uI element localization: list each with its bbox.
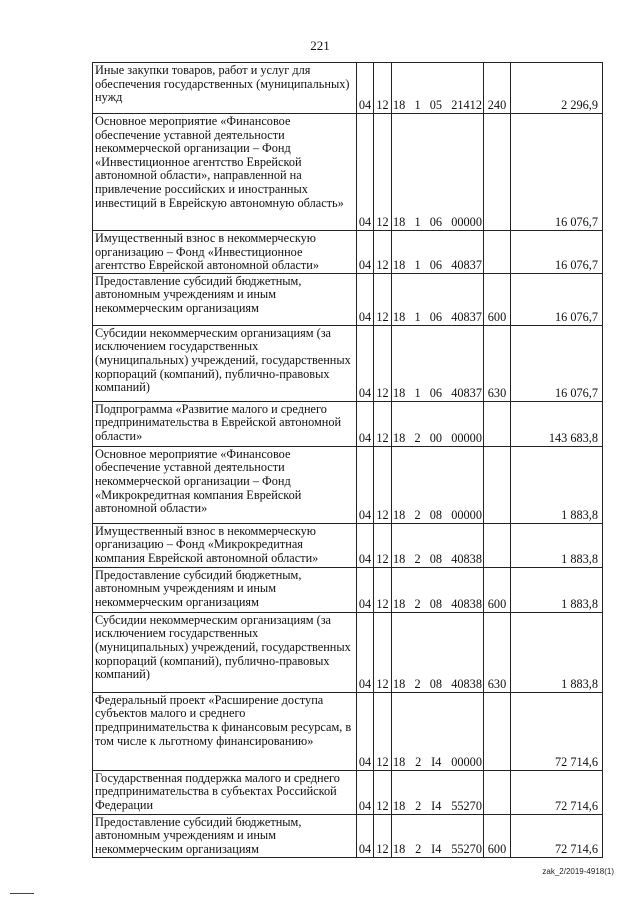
target-code-part: 18	[393, 310, 406, 325]
amount-cell: 143 683,8	[511, 401, 603, 446]
table-row	[93, 523, 603, 567]
target-code-part: 1	[414, 310, 421, 325]
section-code-cell: 12	[374, 401, 392, 446]
target-code-cell	[392, 523, 484, 567]
target-code-part: 40837	[451, 310, 482, 325]
target-code-part: 2	[414, 508, 421, 523]
amount-cell: 2 296,9	[511, 63, 603, 114]
target-code-parts	[393, 678, 482, 692]
table-row	[93, 567, 603, 612]
target-code-cell	[392, 231, 484, 274]
target-code-part: 18	[393, 431, 406, 446]
target-code-part: 18	[393, 597, 406, 612]
target-code-part: 1	[414, 215, 421, 230]
ministry-code-cell: 04	[357, 692, 374, 770]
row-name-cell: Федеральный проект «Расширение доступа субъектов малого и среднего предпринимательства к финансовым ресурсам, в том числе к льготному финансированию»	[93, 692, 357, 770]
section-code-cell: 12	[374, 523, 392, 567]
row-name-cell: Основное мероприятие «Финансовое обеспечение уставной деятельности некоммерческой организации – Фонд «Инвестиционное агентство Еврейской автономной области», направленной на привлечение российских и иностранных инвестиций в Еврейскую автономную область»	[93, 114, 357, 231]
page-number: 221	[310, 38, 330, 53]
row-name-cell: Предоставление субсидий бюджетным, автономным учреждениям и иным некоммерческим организациям	[93, 814, 357, 857]
expense-type-cell: 600	[484, 273, 511, 325]
expense-type-cell	[484, 770, 511, 814]
target-code-parts	[393, 387, 482, 401]
target-code-part: 40837	[451, 386, 482, 401]
target-code-part: 55270	[451, 799, 482, 814]
table-row	[93, 325, 603, 401]
target-code-part: 1	[414, 386, 421, 401]
target-code-cell	[392, 63, 484, 114]
section-code-cell: 12	[374, 231, 392, 274]
target-code-part: I4	[431, 841, 442, 856]
expense-type-cell: 630	[484, 325, 511, 401]
amount-cell: 1 883,8	[511, 567, 603, 612]
target-code-part: 18	[393, 799, 406, 814]
expense-type-cell: 600	[484, 814, 511, 857]
section-code-cell: 12	[374, 770, 392, 814]
target-code-part: 06	[429, 258, 443, 273]
row-name-cell: Субсидии некоммерческим организациям (за исключением государственных (муниципальных) учреждений, государственных корпораций (компаний), публично-правовых компаний)	[93, 325, 357, 401]
target-code-cell	[392, 692, 484, 770]
target-code-part: 2	[414, 597, 421, 612]
target-code-part: 2	[414, 431, 421, 446]
table-row	[93, 231, 603, 274]
section-code-cell: 12	[374, 63, 392, 114]
target-code-parts	[393, 99, 482, 113]
section-code-cell: 12	[374, 567, 392, 612]
target-code-part: 2	[414, 677, 421, 692]
expense-type-cell	[484, 692, 511, 770]
table-row	[93, 446, 603, 523]
ministry-code-cell: 04	[357, 567, 374, 612]
table-row	[93, 814, 603, 857]
expense-type-cell: 630	[484, 612, 511, 692]
row-name-cell: Основное мероприятие «Финансовое обеспечение уставной деятельности некоммерческой организации – Фонд «Микрокредитная компания Еврейской автономной области»	[93, 446, 357, 523]
target-code-cell	[392, 325, 484, 401]
target-code-part: 18	[393, 215, 406, 230]
target-code-part: 1	[414, 258, 421, 273]
amount-cell: 1 883,8	[511, 523, 603, 567]
target-code-cell	[392, 612, 484, 692]
document-code: zak_2/2019-4918(1)	[542, 867, 614, 876]
target-code-part: 08	[429, 508, 443, 523]
target-code-parts	[393, 509, 482, 523]
table-row	[93, 692, 603, 770]
target-code-parts	[393, 843, 482, 857]
target-code-part: 55270	[451, 841, 482, 856]
section-code-cell: 12	[374, 273, 392, 325]
target-code-cell	[392, 446, 484, 523]
row-name-cell: Иные закупки товаров, работ и услуг для обеспечения государственных (муниципальных) нужд	[93, 63, 357, 114]
budget-table	[92, 62, 603, 858]
amount-cell: 16 076,7	[511, 325, 603, 401]
amount-cell: 16 076,7	[511, 273, 603, 325]
ministry-code-cell: 04	[357, 273, 374, 325]
target-code-part: 40837	[451, 258, 482, 273]
table-row	[93, 612, 603, 692]
row-name-cell: Предоставление субсидий бюджетным, автономным учреждениям и иным некоммерческим организациям	[93, 567, 357, 612]
expense-type-cell	[484, 446, 511, 523]
section-code-cell: 12	[374, 692, 392, 770]
table-row	[93, 770, 603, 814]
target-code-cell	[392, 770, 484, 814]
table-row	[93, 273, 603, 325]
amount-cell: 72 714,6	[511, 814, 603, 857]
footer-rule	[10, 893, 34, 894]
target-code-part: 21412	[451, 98, 482, 113]
amount-cell: 72 714,6	[511, 770, 603, 814]
target-code-part: 08	[429, 677, 443, 692]
table-row	[93, 401, 603, 446]
row-name-cell: Субсидии некоммерческим организациям (за исключением государственных (муниципальных) учреждений, государственных корпораций (компаний), публично-правовых компаний)	[93, 612, 357, 692]
ministry-code-cell: 04	[357, 63, 374, 114]
section-code-cell: 12	[374, 114, 392, 231]
ministry-code-cell: 04	[357, 814, 374, 857]
amount-cell: 16 076,7	[511, 231, 603, 274]
row-name-cell: Государственная поддержка малого и среднего предпринимательства в субъектах Российской Федерации	[93, 770, 357, 814]
target-code-part: 2	[414, 552, 421, 567]
target-code-cell	[392, 401, 484, 446]
budget-table-body	[93, 63, 603, 858]
target-code-part: 2	[415, 755, 422, 770]
ministry-code-cell: 04	[357, 523, 374, 567]
target-code-part: 40838	[451, 677, 482, 692]
target-code-part: 2	[415, 799, 422, 814]
target-code-part: 00000	[451, 508, 482, 523]
target-code-part: 00	[429, 431, 443, 446]
target-code-part: 18	[393, 841, 406, 856]
target-code-part: 05	[429, 98, 443, 113]
section-code-cell: 12	[374, 325, 392, 401]
amount-cell: 1 883,8	[511, 612, 603, 692]
target-code-parts	[393, 432, 482, 446]
target-code-parts	[393, 216, 482, 230]
target-code-cell	[392, 814, 484, 857]
row-name-cell: Предоставление субсидий бюджетным, автономным учреждениям и иным некоммерческим организациям	[93, 273, 357, 325]
target-code-part: 1	[414, 98, 421, 113]
target-code-parts	[393, 800, 482, 814]
expense-type-cell	[484, 523, 511, 567]
row-name-cell: Имущественный взнос в некоммерческую организацию – Фонд «Инвестиционное агентство Еврейской автономной области»	[93, 231, 357, 274]
target-code-parts	[393, 553, 482, 567]
target-code-part: 2	[415, 841, 422, 856]
ministry-code-cell: 04	[357, 401, 374, 446]
ministry-code-cell: 04	[357, 770, 374, 814]
target-code-part: 08	[429, 597, 443, 612]
target-code-part: 18	[393, 755, 406, 770]
target-code-part: 40838	[451, 597, 482, 612]
expense-type-cell	[484, 231, 511, 274]
target-code-parts	[393, 259, 482, 273]
ministry-code-cell: 04	[357, 446, 374, 523]
section-code-cell: 12	[374, 446, 392, 523]
target-code-part: 00000	[451, 755, 482, 770]
target-code-part: 00000	[451, 431, 482, 446]
target-code-cell	[392, 567, 484, 612]
ministry-code-cell: 04	[357, 231, 374, 274]
expense-type-cell: 600	[484, 567, 511, 612]
ministry-code-cell: 04	[357, 612, 374, 692]
target-code-part: 18	[393, 677, 406, 692]
section-code-cell: 12	[374, 612, 392, 692]
target-code-cell	[392, 114, 484, 231]
ministry-code-cell: 04	[357, 114, 374, 231]
target-code-part: 18	[393, 258, 406, 273]
row-name-cell: Подпрограмма «Развитие малого и среднего предпринимательства в Еврейской автономной области»	[93, 401, 357, 446]
target-code-part: 00000	[451, 215, 482, 230]
row-name-cell: Имущественный взнос в некоммерческую организацию – Фонд «Микрокредитная компания Еврейской автономной области»	[93, 523, 357, 567]
target-code-part: 18	[393, 98, 406, 113]
target-code-part: 06	[429, 215, 443, 230]
target-code-part: 18	[393, 508, 406, 523]
target-code-parts	[393, 311, 482, 325]
target-code-parts	[393, 598, 482, 612]
expense-type-cell	[484, 114, 511, 231]
amount-cell: 16 076,7	[511, 114, 603, 231]
target-code-part: 18	[393, 386, 406, 401]
target-code-part: 08	[429, 552, 443, 567]
amount-cell: 1 883,8	[511, 446, 603, 523]
target-code-part: I4	[431, 799, 442, 814]
expense-type-cell	[484, 401, 511, 446]
target-code-part: 40838	[451, 552, 482, 567]
amount-cell: 72 714,6	[511, 692, 603, 770]
target-code-cell	[392, 273, 484, 325]
target-code-part: 18	[393, 552, 406, 567]
table-row	[93, 114, 603, 231]
target-code-part: 06	[429, 310, 443, 325]
target-code-part: I4	[431, 755, 442, 770]
expense-type-cell: 240	[484, 63, 511, 114]
target-code-part: 06	[429, 386, 443, 401]
section-code-cell: 12	[374, 814, 392, 857]
ministry-code-cell: 04	[357, 325, 374, 401]
table-row	[93, 63, 603, 114]
target-code-parts	[393, 756, 482, 770]
